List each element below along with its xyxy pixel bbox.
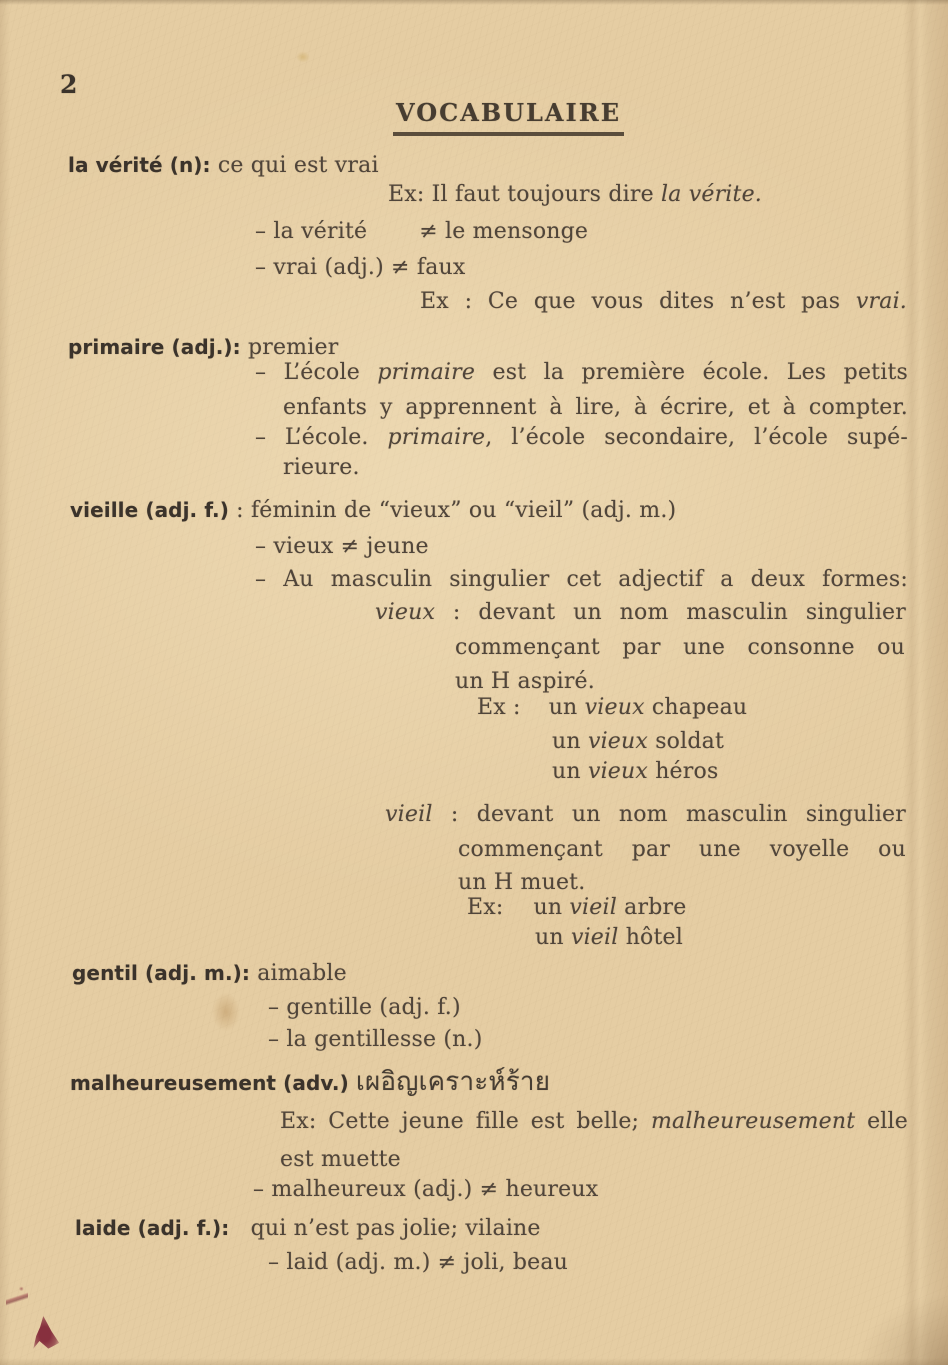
headword-text: la vérité (n): xyxy=(68,153,211,177)
example-text: soldat xyxy=(648,729,725,754)
line-laid-joli xyxy=(268,1248,568,1278)
italic-term: vieil xyxy=(570,925,619,950)
line-example-vrai xyxy=(420,287,907,317)
example-text: un xyxy=(548,695,585,720)
example-text: elle xyxy=(855,1109,908,1134)
italic-term: vieil xyxy=(569,895,617,920)
line-headword-la-verite xyxy=(68,150,379,181)
definition-text: : féminin de “vieux” ou “vieil” (adj. m.) xyxy=(228,498,677,523)
definition-text: aimable xyxy=(250,961,347,986)
term-text: – la vérité xyxy=(255,219,368,244)
line-headword-gentil xyxy=(72,958,347,989)
sentence-text: – L’école xyxy=(255,360,378,385)
italic-term: primaire xyxy=(377,360,476,385)
definition-text: : devant un nom masculin singulier xyxy=(432,802,906,827)
line-ex-vieil-arbre xyxy=(467,893,686,923)
italic-term: vieux xyxy=(587,729,648,754)
line-ex-malheureusement-1 xyxy=(280,1107,908,1137)
italic-term: vieux xyxy=(587,759,648,784)
italic-term: vieil xyxy=(385,802,433,827)
line-vieux-jeune xyxy=(255,532,429,562)
page-number: 2 xyxy=(60,70,78,99)
line-masculin-deux-formes xyxy=(255,565,908,595)
red-ink-blot xyxy=(29,1315,59,1351)
line-ex-vieux-chapeau xyxy=(477,693,747,723)
sentence-text: , l’école secondaire, l’école supé- xyxy=(485,425,908,450)
definition-text: un H aspiré. xyxy=(455,669,595,694)
line-ecole-primaire-1 xyxy=(255,358,908,388)
example-text: un xyxy=(552,759,588,784)
italic-term: vieux xyxy=(375,600,436,625)
line-vieil-def-2 xyxy=(458,835,906,865)
antonym-pair-text: – vieux ≠ jeune xyxy=(255,534,429,559)
italic-term: vrai. xyxy=(855,289,907,314)
antonym-pair-text: – vrai (adj.) ≠ faux xyxy=(255,255,466,280)
line-vieux-def-2 xyxy=(455,633,905,663)
line-ex-vieux-heros xyxy=(552,757,718,787)
example-text: Ex: Il faut toujours dire xyxy=(388,182,661,207)
headword-text: vieille (adj. f.) xyxy=(70,498,229,522)
line-example-la-verite xyxy=(388,180,762,210)
italic-term: la vérite. xyxy=(661,182,762,207)
line-headword-vieille xyxy=(70,495,676,526)
line-gentille xyxy=(268,993,461,1023)
red-ink-scratch xyxy=(6,1282,28,1316)
line-vieux-def-1 xyxy=(375,598,906,628)
example-label: Ex: xyxy=(467,895,504,920)
definition-text: : devant un nom masculin singulier xyxy=(435,600,906,625)
line-vrai-faux xyxy=(255,253,466,283)
example-text: un xyxy=(552,729,588,754)
definition-text: qui n’est pas jolie; vilaine xyxy=(243,1216,541,1241)
definition-text: ce qui est vrai xyxy=(210,153,379,178)
line-ex-malheureusement-2 xyxy=(280,1145,401,1175)
headword-text: gentil (adj. m.): xyxy=(72,961,250,985)
example-text: est muette xyxy=(280,1147,401,1172)
antonym-text: ≠ le mensonge xyxy=(419,219,589,244)
antonym-pair-text: – malheureux (adj.) ≠ heureux xyxy=(253,1177,599,1202)
sentence-text: est la première école. Les petits xyxy=(475,360,908,385)
example-text: un xyxy=(533,895,570,920)
thai-translation: เผอิญเคราะห์ร้าย xyxy=(355,1067,551,1097)
definition-text: premier xyxy=(240,335,339,360)
headword-text: malheureusement (adv.) xyxy=(70,1071,356,1095)
example-text: Ex : Ce que vous dites n’est pas xyxy=(420,289,856,314)
derived-form-text: – la gentillesse (n.) xyxy=(268,1027,483,1052)
italic-term: malheureusement xyxy=(650,1109,856,1134)
line-ecole-primaire-2 xyxy=(283,393,908,423)
line-headword-laide xyxy=(75,1213,541,1244)
example-text: chapeau xyxy=(644,695,748,720)
example-text: Ex: Cette jeune fille est belle; xyxy=(280,1109,651,1134)
italic-term: primaire xyxy=(387,425,486,450)
headword-text: laide (adj. f.): xyxy=(75,1216,230,1240)
example-text: héros xyxy=(648,759,719,784)
example-label: Ex : xyxy=(477,695,521,720)
example-text: hôtel xyxy=(618,925,684,950)
definition-text: un H muet. xyxy=(458,870,586,895)
antonym-pair-text: – laid (adj. m.) ≠ joli, beau xyxy=(268,1250,569,1275)
definition-text: commençant par une consonne ou xyxy=(455,635,905,660)
sentence-text: – Au masculin singulier cet adjectif a deux formes: xyxy=(255,567,908,592)
sentence-text: rieure. xyxy=(283,455,360,480)
italic-term: vieux xyxy=(584,695,645,720)
line-ecole-primaire-3 xyxy=(255,423,908,453)
line-ecole-primaire-4 xyxy=(283,453,360,483)
line-ex-vieux-soldat xyxy=(552,727,724,757)
line-la-verite-mensonge xyxy=(255,217,588,247)
example-text: arbre xyxy=(616,895,687,920)
line-headword-malheureusement xyxy=(70,1067,550,1099)
line-ex-vieil-hotel xyxy=(535,923,683,953)
line-vieil-def-1 xyxy=(385,800,906,830)
headword-text: primaire (adj.): xyxy=(68,335,241,359)
sentence-text: – L’école. xyxy=(255,425,388,450)
line-malheureux-heureux xyxy=(253,1175,598,1205)
derived-form-text: – gentille (adj. f.) xyxy=(268,995,461,1020)
definition-text: commençant par une voyelle ou xyxy=(458,837,906,862)
page-title: VOCABULAIRE xyxy=(393,98,624,136)
example-text: un xyxy=(535,925,571,950)
line-gentillesse xyxy=(268,1025,483,1055)
sentence-text: enfants y apprennent à lire, à écrire, et à compter. xyxy=(283,395,908,420)
